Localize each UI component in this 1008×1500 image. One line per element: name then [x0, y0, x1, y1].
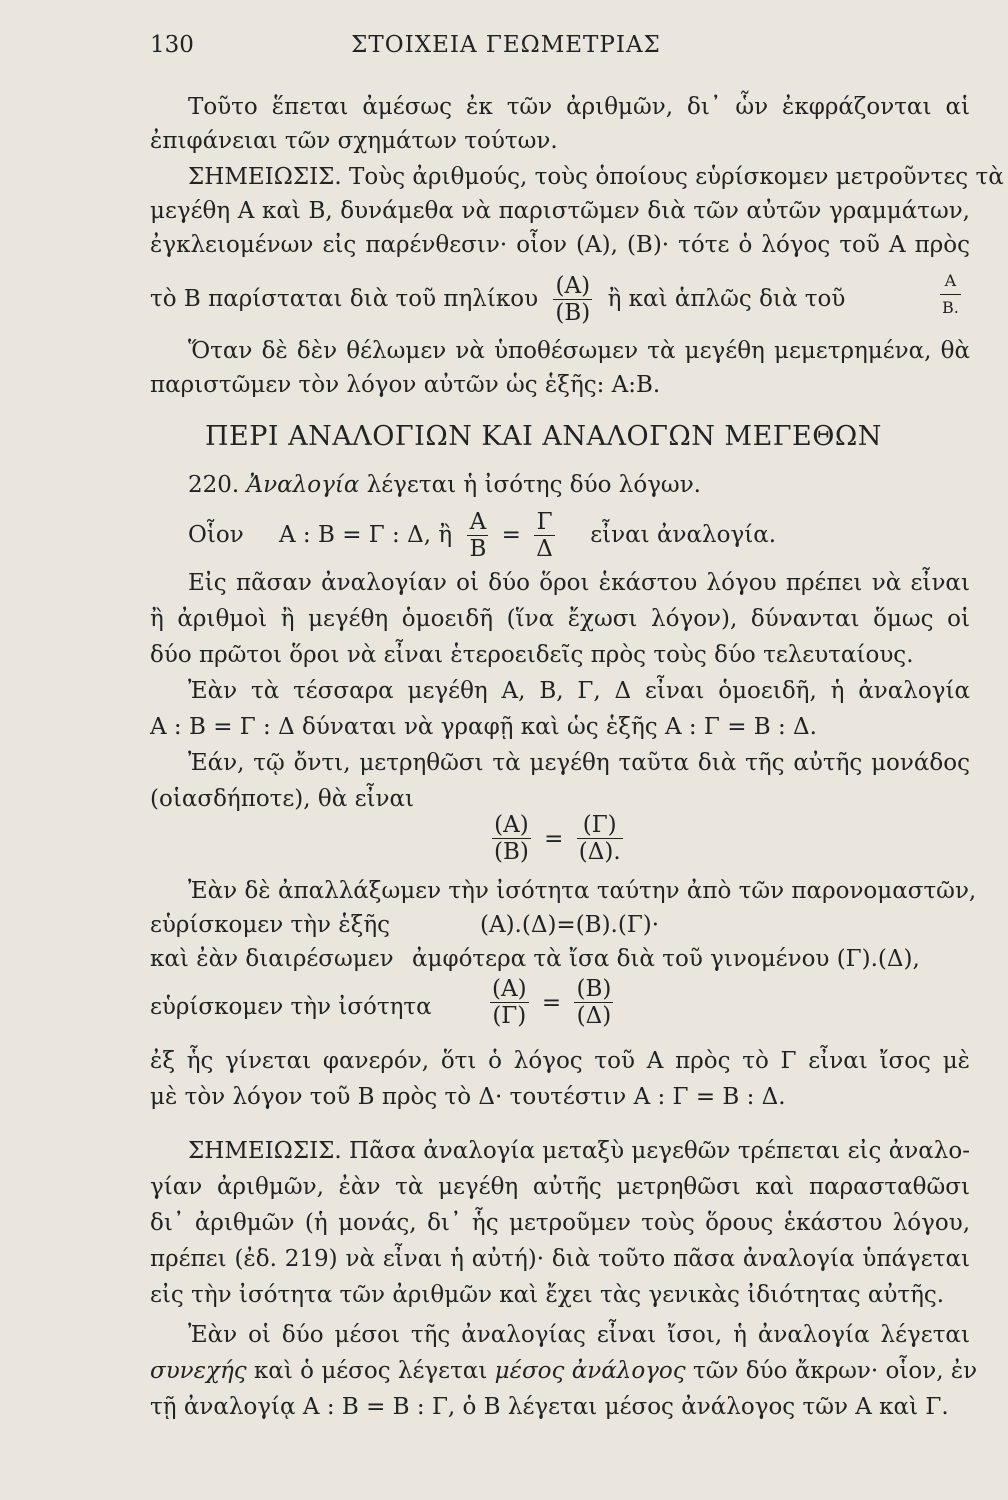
fraction-b-over-d: [574, 976, 613, 1029]
text-line: Εἰς πᾶσαν ἀναλογίαν οἱ δύο ὅροι ἑκάστου λόγου πρέπει νὰ εἶναι: [188, 570, 970, 596]
page-number: 130: [150, 32, 194, 58]
text-line: τῇ ἀναλογίᾳ Α : Β = Β : Γ, ὁ Β λέγεται μέσος ἀνάλογος τῶν Α καὶ Γ.: [150, 1394, 949, 1420]
fraction-simple-a-over-b: [940, 268, 961, 321]
text-line: ἐπιφάνειαι τῶν σχημάτων τούτων.: [150, 128, 558, 154]
fraction-a-over-g: [490, 976, 529, 1029]
definition-line: [188, 468, 970, 502]
formula-line: [188, 504, 970, 564]
text-line: Ἐὰν οἱ δύο μέσοι τῆς ἀναλογίας εἶναι ἴσοι, ἡ ἀναλογία λέγεται: [188, 1322, 970, 1348]
text-line: ἢ ἀριθμοὶ ἢ μεγέθη ὁμοειδῆ (ἵνα ἔχωσι λόγον), δύνανται ὅμως οἱ: [150, 606, 970, 632]
denominator: Δ: [536, 535, 553, 562]
denominator: (Δ).: [578, 839, 621, 865]
equals-sign: =: [544, 825, 564, 852]
text-line: Ἐὰν τὰ τέσσαρα μεγέθη Α, Β, Γ, Δ εἶναι ὁμοειδῆ, ἡ ἀναλογία: [188, 678, 970, 704]
fraction-a-over-b: [492, 812, 531, 865]
text-line: Ὅταν δὲ δὲν θέλωμεν νὰ ὑποθέσωμεν τὰ μεγέθη μεμετρημένα, θὰ: [188, 338, 970, 364]
text-line: Ἐὰν δὲ ἀπαλλάξωμεν τὴν ἰσότητα ταύτην ἀπὸ τῶν παρονομαστῶν,: [188, 878, 977, 904]
text-line: Α : Β = Γ : Δ δύναται νὰ γραφῇ καὶ ὡς ἑξῆς Α : Γ = Β : Δ.: [150, 714, 817, 740]
numerator: Α: [469, 508, 487, 535]
text-line: πρέπει (ἐδ. 219) νὰ εἶναι ἡ αὐτή)· διὰ τοῦτο πᾶσα ἀναλογία ὑπάγεται: [150, 1246, 970, 1272]
text-line: ἐγκλειομένων εἰς παρένθεσιν· οἷον (Α), (Β)· τότε ὁ λόγος τοῦ Α πρὸς: [150, 232, 970, 258]
text-line: δύο πρῶτοι ὅροι νὰ εἶναι ἑτεροειδεῖς πρὸς τοὺς δύο τελευταίους.: [150, 642, 914, 668]
text-span: τῶν δύο ἄκρων· οἷον, ἐν: [692, 1358, 978, 1384]
defined-term: μέσος ἀνάλογος: [494, 1358, 686, 1384]
running-title: ΣΤΟΙΧΕΙΑ ΓΕΩΜΕΤΡΙΑΣ: [351, 32, 661, 58]
formula-line: [150, 942, 970, 976]
remark-line: ΣΗΜΕΙΩΣΙΣ. Πᾶσα ἀναλογία μεταξὺ μεγεθῶν τρέπεται εἰς ἀναλο-: [188, 1138, 970, 1164]
text-line: εἰς τὴν ἰσότητα τῶν ἀριθμῶν καὶ ἔχει τὰς γενικὰς ἰδιότητας αὐτῆς.: [150, 1282, 945, 1308]
text-line: παριστῶμεν τὸν λόγον αὐτῶν ὡς ἑξῆς: Α:Β.: [150, 372, 661, 398]
fraction-g-over-d: [577, 812, 623, 865]
numerator: Γ: [536, 508, 553, 535]
text-span: λέγεται ἡ ἰσότης δύο λόγων.: [366, 472, 701, 498]
text-line: γίαν ἀριθμῶν, ἐὰν τὰ μεγέθη αὐτῆς μετρηθῶσι καὶ παρασταθῶσι: [150, 1174, 970, 1200]
text-line: δι᾽ ἀριθμῶν (ἡ μονάς, δι᾽ ἧς μετροῦμεν τοὺς ὅρους ἑκάστου λόγου,: [150, 1210, 970, 1236]
denominator: (Β): [555, 299, 591, 326]
numerator: (Α): [492, 976, 527, 1002]
text-span: εὑρίσκομεν τὴν ἑξῆς: [150, 912, 390, 938]
text-line: Ἐάν, τῷ ὄντι, μετρηθῶσι τὰ μεγέθη ταῦτα διὰ τῆς αὐτῆς μονάδος: [188, 750, 970, 776]
numerator: (Α): [555, 272, 591, 299]
text-line: [150, 1354, 978, 1388]
numerator: (Α): [494, 812, 529, 838]
fraction-a-over-b: [467, 509, 488, 562]
formula-line: [150, 268, 970, 328]
text-span: εἶναι ἀναλογία.: [590, 522, 777, 548]
display-equation: [492, 812, 623, 865]
paragraph-number: 220.: [188, 472, 240, 498]
text-line: μεγέθη Α καὶ Β, δυνάμεθα νὰ παριστῶμεν διὰ τῶν αὐτῶν γραμμάτων,: [150, 198, 970, 224]
text-line: μὲ τὸν λόγον τοῦ Β πρὸς τὸ Δ· τουτέστιν Α : Γ = Β : Δ.: [150, 1084, 786, 1110]
numerator: (Γ): [582, 812, 617, 838]
text-span: τὸ Β παρίσταται διὰ τοῦ πηλίκου: [150, 286, 539, 312]
fraction-a-over-b: [553, 273, 592, 326]
section-heading: ΠΕΡΙ ΑΝΑΛΟΓΙΩΝ ΚΑΙ ΑΝΑΛΟΓΩΝ ΜΕΓΕΘΩΝ: [205, 421, 882, 452]
text-span: ἀμφότερα τὰ ἴσα διὰ τοῦ γινομένου (Γ).(Δ),: [412, 946, 920, 972]
equals-sign: =: [541, 989, 562, 1016]
numerator: Α: [944, 271, 957, 290]
denominator: Β.: [940, 294, 961, 321]
page-header: [150, 32, 862, 66]
text-span: καὶ ἐὰν διαιρέσωμεν: [150, 946, 394, 972]
remark-line: ΣΗΜΕΙΩΣΙΣ. Τοὺς ἀριθμούς, τοὺς ὁποίους εὑρίσκομεν μετροῦντες τὰ: [188, 164, 1004, 190]
formula-line: [150, 974, 970, 1038]
text-line: (οἱασδήποτε), θὰ εἶναι: [150, 786, 415, 812]
text-span: καὶ ὁ μέσος λέγεται: [253, 1358, 488, 1384]
defined-term: συνεχής: [150, 1358, 247, 1384]
equals-sign: =: [501, 522, 521, 548]
text-span: ἢ καὶ ἁπλῶς διὰ τοῦ: [607, 286, 846, 312]
denominator: (Δ): [574, 1002, 613, 1029]
product-equation: (Α).(Δ)=(Β).(Γ)·: [480, 912, 660, 938]
proportion-expression: Α : Β = Γ : Δ, ἢ: [279, 522, 453, 548]
fraction-g-over-d: [534, 509, 555, 562]
denominator: (Β): [494, 839, 529, 865]
text-span: εὑρίσκομεν τὴν ἰσότητα: [150, 994, 432, 1020]
ratio-equation: [490, 976, 613, 1029]
formula-line: [150, 908, 970, 942]
denominator: Β: [469, 535, 487, 562]
text-line: Τοῦτο ἕπεται ἀμέσως ἐκ τῶν ἀριθμῶν, δι᾽ ὧν ἐκφράζονται αἱ: [188, 94, 970, 120]
text-span: Οἷον: [188, 522, 244, 548]
denominator: (Γ): [490, 1002, 529, 1029]
defined-term: Ἀναλογία: [246, 472, 360, 498]
numerator: (Β): [576, 976, 612, 1002]
text-line: ἐξ ἧς γίνεται φανερόν, ὅτι ὁ λόγος τοῦ Α πρὸς τὸ Γ εἶναι ἴσος μὲ: [150, 1048, 970, 1074]
